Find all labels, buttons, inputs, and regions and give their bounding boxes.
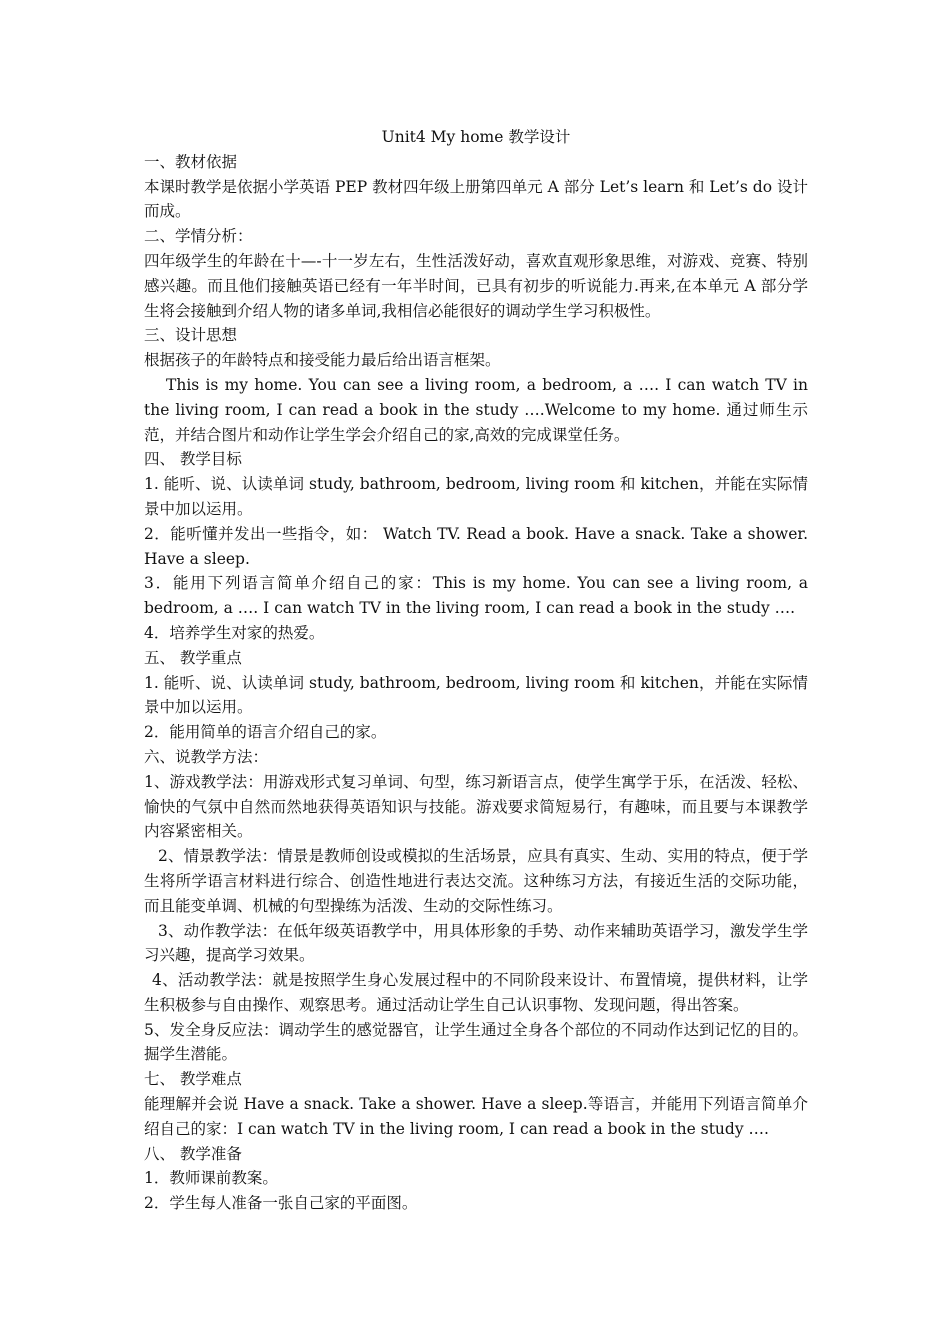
section-heading-key-points: 五、 教学重点 bbox=[144, 648, 242, 667]
list-item-method-1: 1、游戏教学法：用游戏形式复习单词、句型，练习新语言点，使学生寓学于乐，在活泼、轻松、愉快的气氛中自然而然地获得英语知识与技能。游戏要求简短易行，有趣味，而且要与本课教学内容紧密相关。 bbox=[144, 772, 808, 841]
document-body bbox=[144, 125, 808, 1216]
list-item-preparation-1: 1．教师课前教案。 bbox=[144, 1169, 278, 1188]
list-item-objective-3: 3．能用下列语言简单介绍自己的家：This is my home. You can see a living room, a bedroom, a …. I can watch TV in the living room, I can read a book in the study …. bbox=[144, 574, 808, 618]
list-item-method-2: 2、情景教学法：情景是教师创设或模拟的生活场景，应具有真实、生动、实用的特点，便于学生将所学语言材料进行综合、创造性地进行表达交流。这种练习方法，有接近生活的交际功能，而且能变单调、机械的句型操练为活泼、生动的交际性练习。 bbox=[144, 847, 808, 915]
list-item-method-3: 3、动作教学法：在低年级英语教学中，用具体形象的手势、动作来辅助英语学习，激发学生学习兴趣，提高学习效果。 bbox=[144, 921, 808, 965]
section-heading-methods: 六、说教学方法： bbox=[144, 747, 269, 766]
list-item-method-5: 5、发全身反应法：调动学生的感觉器官，让学生通过全身各个部位的不同动作达到记忆的目的。掘学生潜能。 bbox=[144, 1020, 808, 1064]
list-item-key-point-2: 2．能用简单的语言介绍自己的家。 bbox=[144, 723, 387, 742]
paragraph-difficulties: 能理解并会说 Have a snack. Take a shower. Have a sleep.等语言，并能用下列语言简单介绍自己的家：I can watch TV in the living room, I can read a book in the study …. bbox=[144, 1095, 808, 1138]
list-item-objective-1: 1. 能听、说、认读单词 study, bathroom, bedroom, living room 和 kitchen，并能在实际情景中加以运用。 bbox=[144, 475, 808, 518]
section-heading-design-idea: 三、设计思想 bbox=[144, 326, 238, 345]
section-heading-basis: 一、教材依据 bbox=[144, 152, 238, 171]
section-heading-preparation: 八、 教学准备 bbox=[144, 1144, 242, 1163]
paragraph-language-frame: This is my home. You can see a living room, a bedroom, a …. I can watch TV in the living room, I can read a book in the study ….Welcome to my home. 通过师生示范，并结合图片和动作让学生学会介绍自己的家,高效的完成课堂任务。 bbox=[144, 375, 808, 444]
list-item-method-4: 4、活动教学法：就是按照学生身心发展过程中的不同阶段来设计、布置情境，提供材料，让学生积极参与自由操作、观察思考。通过活动让学生自己认识事物、发现问题，得出答案。 bbox=[144, 971, 808, 1014]
paragraph-student-analysis: 四年级学生的年龄在十—-十一岁左右，生性活泼好动，喜欢直观形象思维，对游戏、竞赛、特别感兴趣。而且他们接触英语已经有一年半时间，已具有初步的听说能力.再来,在本单元 A 部分学生将会接触到介绍人物的诸多单词,我相信必能很好的调动学生学习积极性。 bbox=[144, 251, 808, 320]
list-item-objective-4: 4．培养学生对家的热爱。 bbox=[144, 623, 325, 642]
list-item-preparation-2: 2．学生每人准备一张自己家的平面图。 bbox=[144, 1194, 418, 1213]
section-heading-difficulties: 七、 教学难点 bbox=[144, 1070, 242, 1089]
list-item-key-point-1: 1. 能听、说、认读单词 study, bathroom, bedroom, living room 和 kitchen，并能在实际情景中加以运用。 bbox=[144, 673, 808, 717]
document-title: Unit4 My home 教学设计 bbox=[381, 128, 571, 146]
paragraph-basis: 本课时教学是依据小学英语 PEP 教材四年级上册第四单元 A 部分 Let’s learn 和 Let’s do 设计而成。 bbox=[144, 177, 808, 221]
paragraph-design-idea: 根据孩子的年龄特点和接受能力最后给出语言框架。 bbox=[144, 351, 501, 370]
section-heading-objectives: 四、 教学目标 bbox=[144, 450, 242, 469]
section-heading-student-analysis: 二、学情分析： bbox=[144, 227, 253, 246]
list-item-objective-2: 2．能听懂并发出一些指令，如： Watch TV. Read a book. Have a snack. Take a shower. Have a sleep. bbox=[144, 524, 808, 568]
